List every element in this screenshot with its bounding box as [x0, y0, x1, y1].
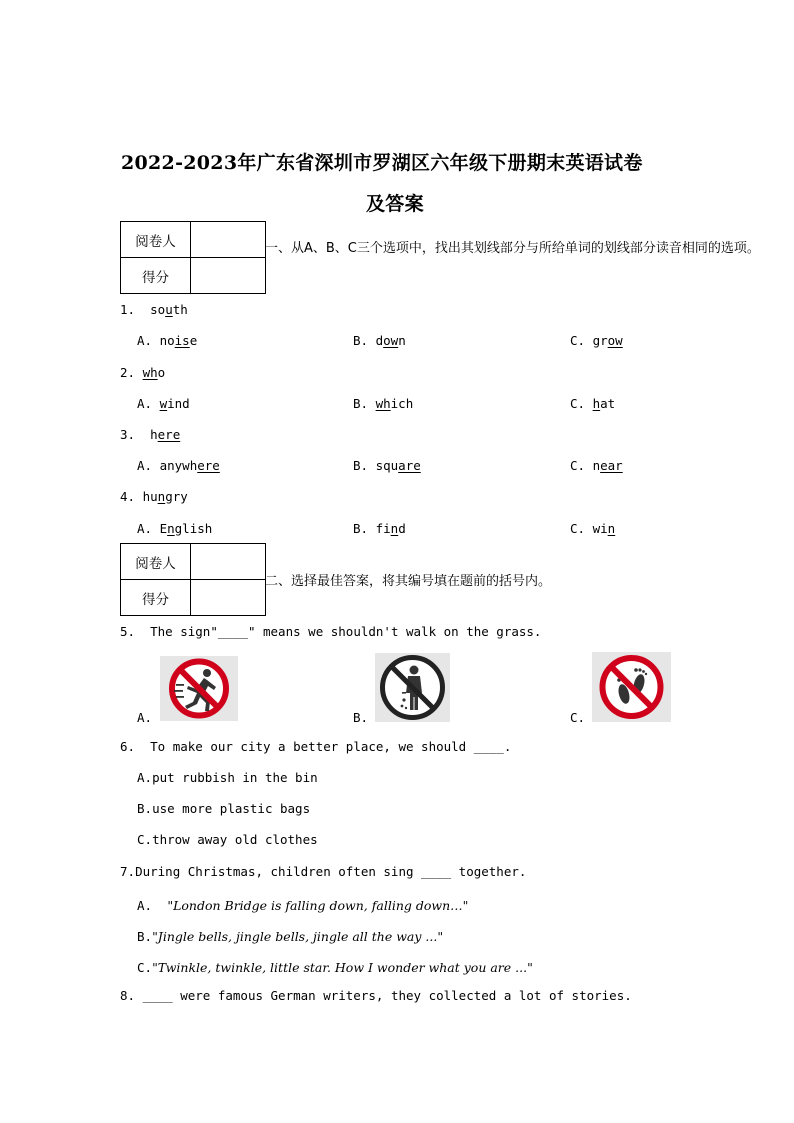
- option-label: C.: [137, 960, 153, 975]
- underlined-part: ow: [383, 333, 399, 348]
- word-part: ich: [390, 396, 414, 411]
- question-1-option-b: [353, 333, 406, 348]
- option-label: B.: [137, 929, 153, 944]
- question-6: [120, 739, 511, 754]
- word-part: at: [600, 396, 616, 411]
- question-1-option-c: [570, 333, 623, 348]
- question-number: 6.: [120, 739, 136, 754]
- question-number: 1.: [120, 302, 136, 317]
- question-text: During Christmas, children often sing ____ together.: [135, 864, 527, 879]
- underlined-part: ear: [600, 458, 623, 473]
- underlined-part: ow: [607, 333, 623, 348]
- word-part: so: [150, 302, 166, 317]
- option-label: C.: [570, 521, 586, 536]
- question-8: [120, 988, 632, 1003]
- question-2-option-b: [353, 396, 413, 411]
- question-7-option-a: [137, 895, 468, 914]
- question-2-word: [120, 365, 165, 380]
- word-part: wi: [592, 521, 608, 536]
- option-text: put rubbish in the bin: [152, 770, 318, 785]
- underlined-part: n: [167, 521, 175, 536]
- option-label: A.: [137, 458, 153, 473]
- question-number: 8.: [120, 988, 136, 1003]
- question-number: 2.: [120, 365, 136, 380]
- word-part: n: [398, 333, 406, 348]
- underlined-part: u: [165, 302, 173, 317]
- underlined-part: h: [592, 396, 601, 411]
- question-text: The sign"____" means we shouldn't walk on the grass.: [150, 624, 542, 639]
- score-field: [191, 580, 266, 616]
- option-label: A.: [137, 770, 153, 785]
- option-label: B.: [353, 396, 369, 411]
- question-4-option-c: [570, 521, 615, 536]
- reviewer-label: 阅卷人: [121, 544, 191, 580]
- question-number: 3.: [120, 427, 136, 442]
- option-label: C.: [570, 458, 586, 473]
- question-text: ____ were famous German writers, they collected a lot of stories.: [142, 988, 632, 1003]
- question-1-word: [120, 302, 188, 317]
- question-6-option-c: [137, 832, 318, 847]
- option-text: throw away old clothes: [152, 832, 318, 847]
- question-3-option-a: [137, 458, 220, 473]
- question-6-option-a: [137, 770, 318, 785]
- underlined-part: n: [157, 489, 166, 504]
- option-text: "Twinkle, twinkle, little star. How I wonder what you are ...": [152, 960, 533, 975]
- question-3-option-c: [570, 458, 623, 473]
- score-table-1: [120, 221, 266, 294]
- reviewer-label: 阅卷人: [121, 222, 191, 258]
- section-2-heading: 二、选择最佳答案，将其编号填在题前的括号内。: [265, 574, 552, 589]
- word-part: d: [398, 521, 406, 536]
- question-number: 5.: [120, 624, 136, 639]
- underlined-part: wh: [375, 396, 391, 411]
- option-text: "Jingle bells, jingle bells, jingle all the way ...": [152, 929, 444, 944]
- reviewer-field: [191, 222, 266, 258]
- underlined-part: wh: [142, 365, 158, 380]
- option-label: C.: [137, 832, 153, 847]
- underlined-part: are: [398, 458, 421, 473]
- underlined-part: ere: [197, 458, 220, 473]
- word-part: ind: [167, 396, 190, 411]
- question-7-option-b: [137, 926, 443, 945]
- question-7: [120, 864, 526, 879]
- option-label: B.: [137, 801, 153, 816]
- word-part: hu: [142, 489, 158, 504]
- question-2-option-c: [570, 396, 615, 411]
- option-label: C.: [570, 710, 586, 725]
- no-running-sign-icon: [160, 656, 238, 721]
- option-label: A.: [137, 333, 153, 348]
- score-label: 得分: [121, 580, 191, 616]
- word-part: anywh: [159, 458, 198, 473]
- underlined-part: n: [390, 521, 399, 536]
- word-part: fi: [375, 521, 391, 536]
- score-field: [191, 258, 266, 294]
- option-label: A.: [137, 396, 153, 411]
- question-number: 7.: [120, 864, 136, 879]
- word-part: glish: [174, 521, 213, 536]
- score-label: 得分: [121, 258, 191, 294]
- section-1-heading: 一、从A、B、C三个选项中，找出其划线部分与所给单词的划线部分读音相同的选项。: [265, 241, 760, 256]
- question-5: [120, 624, 541, 639]
- underlined-part: is: [174, 333, 190, 348]
- word-part: gry: [165, 489, 188, 504]
- page-title: 2022-2023年广东省深圳市罗湖区六年级下册期末英语试卷: [121, 152, 643, 174]
- option-label: A.: [137, 521, 153, 536]
- question-number: 4.: [120, 489, 136, 504]
- question-6-option-b: [137, 801, 310, 816]
- word-part: squ: [375, 458, 399, 473]
- word-part: d: [375, 333, 384, 348]
- option-label: B.: [353, 333, 369, 348]
- question-1-option-a: [137, 333, 197, 348]
- question-2-option-a: [137, 396, 190, 411]
- option-label: C.: [570, 333, 586, 348]
- word-part: n: [592, 458, 601, 473]
- word-part: E: [159, 521, 168, 536]
- no-littering-sign-icon: [375, 653, 450, 722]
- question-3-word: [120, 427, 180, 442]
- word-part: th: [172, 302, 188, 317]
- score-table-2: [120, 543, 266, 616]
- page-title-continued: 及答案: [366, 193, 424, 215]
- option-label: B.: [353, 710, 369, 725]
- question-4-word: [120, 489, 188, 504]
- reviewer-field: [191, 544, 266, 580]
- question-3-option-b: [353, 458, 421, 473]
- question-4-option-b: [353, 521, 406, 536]
- underlined-part: w: [159, 396, 168, 411]
- option-label: A.: [137, 710, 153, 725]
- option-label: A.: [137, 898, 153, 913]
- word-part: no: [159, 333, 175, 348]
- question-4-option-a: [137, 521, 212, 536]
- option-label: C.: [570, 396, 586, 411]
- option-label: B.: [353, 521, 369, 536]
- word-part: o: [157, 365, 166, 380]
- option-text: "London Bridge is falling down, falling down…": [167, 898, 469, 913]
- no-walking-footprints-sign-icon: [592, 652, 671, 722]
- underlined-part: n: [607, 521, 616, 536]
- question-7-option-c: [137, 957, 533, 976]
- question-text: To make our city a better place, we should ____.: [150, 739, 512, 754]
- word-part: e: [189, 333, 198, 348]
- option-text: use more plastic bags: [152, 801, 311, 816]
- option-label: B.: [353, 458, 369, 473]
- word-part: h: [150, 427, 158, 442]
- word-part: gr: [592, 333, 608, 348]
- underlined-part: ere: [157, 427, 181, 442]
